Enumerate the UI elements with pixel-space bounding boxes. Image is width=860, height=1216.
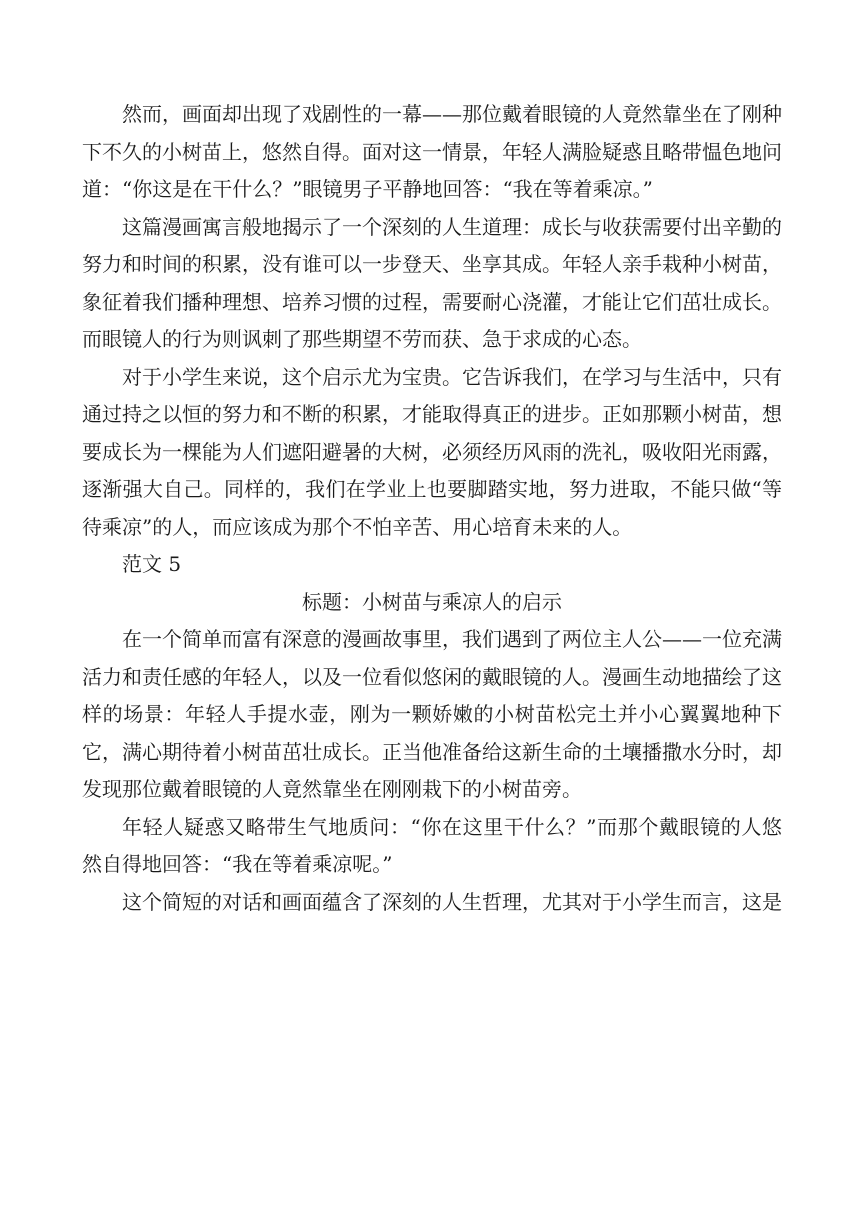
paragraph: 然而，画面却出现了戏剧性的一幕——那位戴着眼镜的人竟然靠坐在了刚种下不久的小树苗上，悠然自得。面对这一情景，年轻人满脸疑惑且略带愠色地问道：“你这是在干什么？”眼镜男子平静地回答：“我在等着乘凉。” — [82, 102, 782, 201]
section-label: 范文 5 — [122, 552, 182, 576]
paragraph: 这个简短的对话和画面蕴含了深刻的人生哲理，尤其对于小学生而言，这是 — [122, 889, 782, 914]
paragraph: 这篇漫画寓言般地揭示了一个深刻的人生道理：成长与收获需要付出辛勤的努力和时间的积累，没有谁可以一步登天、坐享其成。年轻人亲手栽种小树苗，象征着我们播种理想、培养习惯的过程，需要耐心浇灌，才能让它们茁壮成长。而眼镜人的行为则讽刺了那些期望不劳而获、急于求成的心态。 — [82, 214, 782, 351]
essay-title: 标题：小树苗与乘凉人的启示 — [302, 589, 562, 614]
paragraph: 对于小学生来说，这个启示尤为宝贵。它告诉我们，在学习与生活中，只有通过持之以恒的努力和不断的积累，才能取得真正的进步。正如那颗小树苗，想要成长为一棵能为人们遮阳避暑的大树，必须经历风雨的洗礼，吸收阳光雨露，逐渐强大自己。同样的，我们在学业上也要脚踏实地，努力进取，不能只做“等待乘凉”的人，而应该成为那个不怕辛苦、用心培育未来的人。 — [82, 364, 782, 539]
paragraph: 在一个简单而富有深意的漫画故事里，我们遇到了两位主人公——一位充满活力和责任感的年轻人，以及一位看似悠闲的戴眼镜的人。漫画生动地描绘了这样的场景：年轻人手提水壶，刚为一颗娇嫩的小树苗松完土并小心翼翼地种下它，满心期待着小树苗茁壮成长。正当他准备给这新生命的土壤播撒水分时，却发现那位戴着眼镜的人竟然靠坐在刚刚栽下的小树苗旁。 — [82, 627, 782, 801]
document-page — [82, 96, 782, 921]
paragraph: 年轻人疑惑又略带生气地质问：“你在这里干什么？”而那个戴眼镜的人悠然自得地回答：“我在等着乘凉呢。” — [82, 814, 782, 876]
